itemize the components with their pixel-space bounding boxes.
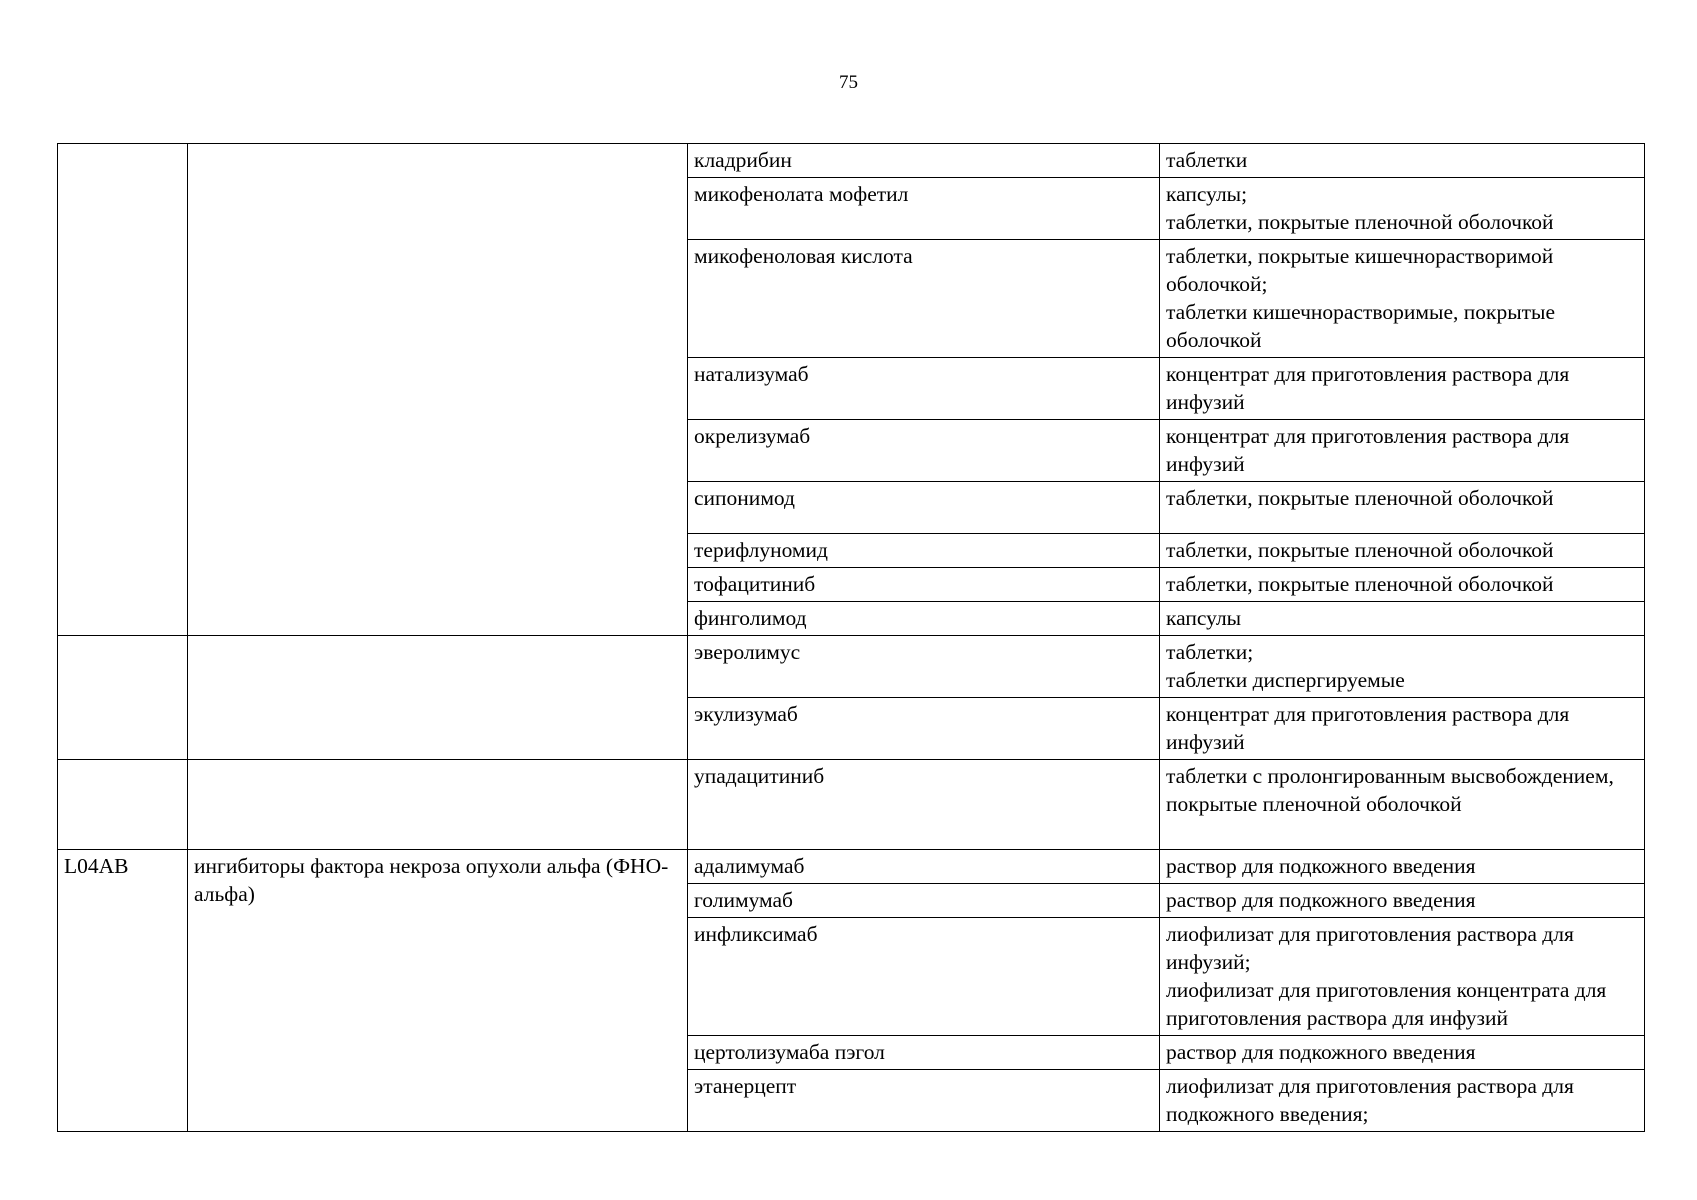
- medication-table-body: [58, 144, 1645, 1132]
- atc-group-name-cell: [188, 636, 688, 760]
- atc-code-cell: [58, 760, 188, 850]
- drug-name-cell: экулизумаб: [688, 698, 1160, 760]
- drug-name-cell: микофеноловая кислота: [688, 240, 1160, 358]
- dosage-form-cell: таблетки с пролонгированным высвобождением, покрытые пленочной оболочкой: [1160, 760, 1645, 850]
- table-row: [58, 760, 1645, 850]
- table-row: [58, 144, 1645, 178]
- drug-name-cell: этанерцепт: [688, 1070, 1160, 1132]
- drug-name-cell: микофенолата мофетил: [688, 178, 1160, 240]
- dosage-form-cell: концентрат для приготовления раствора для инфузий: [1160, 698, 1645, 760]
- dosage-form-cell: таблетки, покрытые кишечнорастворимой оболочкой; таблетки кишечнорастворимые, покрытые оболочкой: [1160, 240, 1645, 358]
- atc-group-name-cell: [188, 144, 688, 636]
- dosage-form-cell: таблетки, покрытые пленочной оболочкой: [1160, 568, 1645, 602]
- drug-name-cell: окрелизумаб: [688, 420, 1160, 482]
- drug-name-cell: финголимод: [688, 602, 1160, 636]
- drug-name-cell: натализумаб: [688, 358, 1160, 420]
- drug-name-cell: кладрибин: [688, 144, 1160, 178]
- dosage-form-cell: капсулы; таблетки, покрытые пленочной оболочкой: [1160, 178, 1645, 240]
- drug-name-cell: сипонимод: [688, 482, 1160, 534]
- dosage-form-cell: концентрат для приготовления раствора для инфузий: [1160, 420, 1645, 482]
- dosage-form-cell: раствор для подкожного введения: [1160, 884, 1645, 918]
- dosage-form-cell: раствор для подкожного введения: [1160, 1036, 1645, 1070]
- dosage-form-cell: таблетки, покрытые пленочной оболочкой: [1160, 534, 1645, 568]
- dosage-form-cell: таблетки, покрытые пленочной оболочкой: [1160, 482, 1645, 534]
- drug-name-cell: инфликсимаб: [688, 918, 1160, 1036]
- drug-name-cell: тофацитиниб: [688, 568, 1160, 602]
- atc-group-name-cell: ингибиторы фактора некроза опухоли альфа (ФНО-альфа): [188, 850, 688, 1132]
- page-number: 75: [839, 72, 858, 93]
- drug-name-cell: адалимумаб: [688, 850, 1160, 884]
- drug-name-cell: голимумаб: [688, 884, 1160, 918]
- dosage-form-cell: лиофилизат для приготовления раствора для подкожного введения;: [1160, 1070, 1645, 1132]
- atc-code-cell: [58, 636, 188, 760]
- atc-code-cell: [58, 144, 188, 636]
- medication-table: [57, 143, 1645, 1132]
- dosage-form-cell: концентрат для приготовления раствора для инфузий: [1160, 358, 1645, 420]
- drug-name-cell: эверолимус: [688, 636, 1160, 698]
- dosage-form-cell: таблетки; таблетки диспергируемые: [1160, 636, 1645, 698]
- atc-group-name-cell: [188, 760, 688, 850]
- dosage-form-cell: раствор для подкожного введения: [1160, 850, 1645, 884]
- drug-name-cell: цертолизумаба пэгол: [688, 1036, 1160, 1070]
- table-row: [58, 850, 1645, 884]
- atc-code-cell: L04AB: [58, 850, 188, 1132]
- dosage-form-cell: лиофилизат для приготовления раствора для инфузий; лиофилизат для приготовления концентрата для приготовления раствора для инфузий: [1160, 918, 1645, 1036]
- table-row: [58, 636, 1645, 698]
- drug-name-cell: упадацитиниб: [688, 760, 1160, 850]
- dosage-form-cell: таблетки: [1160, 144, 1645, 178]
- drug-name-cell: терифлуномид: [688, 534, 1160, 568]
- dosage-form-cell: капсулы: [1160, 602, 1645, 636]
